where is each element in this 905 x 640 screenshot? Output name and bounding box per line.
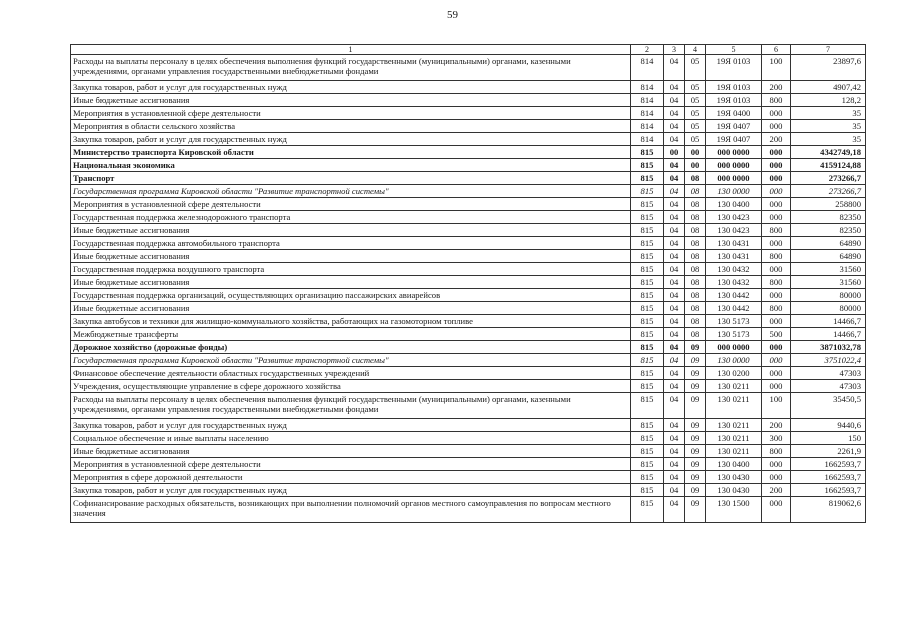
expense-type-cell: 000 — [762, 237, 791, 250]
expense-type-cell: 000 — [762, 159, 791, 172]
table-row — [71, 185, 866, 198]
expense-type-cell: 000 — [762, 146, 791, 159]
section-code-cell: 04 — [664, 81, 685, 94]
expense-type-cell: 800 — [762, 276, 791, 289]
department-code-cell: 815 — [631, 445, 664, 458]
department-code-cell: 815 — [631, 289, 664, 302]
department-code-cell: 815 — [631, 237, 664, 250]
expense-type-cell: 000 — [762, 471, 791, 484]
row-name-cell: Государственная поддержка железнодорожного транспорта — [71, 211, 631, 224]
row-name-cell: Национальная экономика — [71, 159, 631, 172]
department-code-cell: 815 — [631, 341, 664, 354]
department-code-cell: 815 — [631, 393, 664, 419]
amount-cell: 2261,9 — [791, 445, 866, 458]
amount-cell: 35 — [791, 120, 866, 133]
amount-cell: 258800 — [791, 198, 866, 211]
row-name-cell: Иные бюджетные ассигнования — [71, 224, 631, 237]
table-row — [71, 107, 866, 120]
header-cell: 5 — [706, 45, 762, 55]
row-name-cell: Министерство транспорта Кировской области — [71, 146, 631, 159]
amount-cell: 47303 — [791, 367, 866, 380]
row-name-cell: Государственная поддержка организаций, осуществляющих организацию пассажирских авиарейсов — [71, 289, 631, 302]
table-row — [71, 419, 866, 432]
expense-type-cell: 800 — [762, 302, 791, 315]
target-article-cell: 130 0211 — [706, 419, 762, 432]
row-name-cell: Иные бюджетные ассигнования — [71, 276, 631, 289]
table-row — [71, 497, 866, 523]
department-code-cell: 814 — [631, 133, 664, 146]
amount-cell: 3751022,4 — [791, 354, 866, 367]
target-article-cell: 130 0430 — [706, 484, 762, 497]
row-name-cell: Иные бюджетные ассигнования — [71, 445, 631, 458]
expense-type-cell: 800 — [762, 445, 791, 458]
subsection-code-cell: 08 — [685, 302, 706, 315]
expense-type-cell: 000 — [762, 172, 791, 185]
expense-type-cell: 300 — [762, 432, 791, 445]
subsection-code-cell: 05 — [685, 81, 706, 94]
subsection-code-cell: 00 — [685, 146, 706, 159]
target-article-cell: 130 0400 — [706, 458, 762, 471]
row-name-cell: Софинансирование расходных обязательств, возникающих при выполнении полномочий органов местного самоуправления по вопросам местного значения — [71, 497, 631, 523]
subsection-code-cell: 09 — [685, 445, 706, 458]
section-code-cell: 04 — [664, 289, 685, 302]
section-code-cell: 04 — [664, 393, 685, 419]
amount-cell: 4159124,88 — [791, 159, 866, 172]
target-article-cell: 130 0000 — [706, 354, 762, 367]
department-code-cell: 815 — [631, 380, 664, 393]
target-article-cell: 130 0442 — [706, 289, 762, 302]
row-name-cell: Дорожное хозяйство (дорожные фонды) — [71, 341, 631, 354]
table-row — [71, 471, 866, 484]
amount-cell: 23897,6 — [791, 55, 866, 81]
table-row — [71, 94, 866, 107]
department-code-cell: 815 — [631, 146, 664, 159]
section-code-cell: 04 — [664, 302, 685, 315]
header-cell: 3 — [664, 45, 685, 55]
row-name-cell: Государственная программа Кировской области "Развитие транспортной системы" — [71, 354, 631, 367]
subsection-code-cell: 05 — [685, 55, 706, 81]
row-name-cell: Закупка товаров, работ и услуг для государственных нужд — [71, 484, 631, 497]
amount-cell: 80000 — [791, 289, 866, 302]
subsection-code-cell: 09 — [685, 471, 706, 484]
expense-type-cell: 000 — [762, 354, 791, 367]
section-code-cell: 04 — [664, 211, 685, 224]
department-code-cell: 815 — [631, 211, 664, 224]
amount-cell: 4342749,18 — [791, 146, 866, 159]
expense-type-cell: 200 — [762, 419, 791, 432]
amount-cell: 80000 — [791, 302, 866, 315]
subsection-code-cell: 08 — [685, 211, 706, 224]
section-code-cell: 04 — [664, 458, 685, 471]
expense-type-cell: 000 — [762, 315, 791, 328]
section-code-cell: 04 — [664, 315, 685, 328]
subsection-code-cell: 08 — [685, 315, 706, 328]
department-code-cell: 814 — [631, 120, 664, 133]
table-row — [71, 328, 866, 341]
target-article-cell: 19Я 0103 — [706, 55, 762, 81]
department-code-cell: 815 — [631, 159, 664, 172]
section-code-cell: 04 — [664, 328, 685, 341]
subsection-code-cell: 08 — [685, 276, 706, 289]
row-name-cell: Иные бюджетные ассигнования — [71, 302, 631, 315]
expense-type-cell: 000 — [762, 341, 791, 354]
target-article-cell: 130 0431 — [706, 237, 762, 250]
subsection-code-cell: 08 — [685, 250, 706, 263]
table-row — [71, 172, 866, 185]
section-code-cell: 04 — [664, 237, 685, 250]
subsection-code-cell: 00 — [685, 159, 706, 172]
row-name-cell: Мероприятия в сфере дорожной деятельности — [71, 471, 631, 484]
table-row — [71, 81, 866, 94]
table-header-row — [71, 45, 866, 55]
table-row — [71, 263, 866, 276]
row-name-cell: Расходы на выплаты персоналу в целях обеспечения выполнения функций государственными (муниципальными) органами, казенными учреждениями, органами управления государственными внебюджетными фондами — [71, 55, 631, 81]
target-article-cell: 130 5173 — [706, 315, 762, 328]
target-article-cell: 130 0431 — [706, 250, 762, 263]
target-article-cell: 000 0000 — [706, 159, 762, 172]
expense-type-cell: 800 — [762, 94, 791, 107]
row-name-cell: Расходы на выплаты персоналу в целях обеспечения выполнения функций государственными (муниципальными) органами, казенными учреждениями, органами управления государственными внебюджетными фондами — [71, 393, 631, 419]
amount-cell: 35450,5 — [791, 393, 866, 419]
target-article-cell: 130 0432 — [706, 263, 762, 276]
section-code-cell: 04 — [664, 263, 685, 276]
expense-type-cell: 000 — [762, 497, 791, 523]
amount-cell: 150 — [791, 432, 866, 445]
table-row — [71, 315, 866, 328]
table-row — [71, 445, 866, 458]
target-article-cell: 19Я 0407 — [706, 120, 762, 133]
row-name-cell: Закупка товаров, работ и услуг для государственных нужд — [71, 133, 631, 146]
expense-type-cell: 000 — [762, 107, 791, 120]
section-code-cell: 04 — [664, 159, 685, 172]
expense-type-cell: 500 — [762, 328, 791, 341]
subsection-code-cell: 09 — [685, 458, 706, 471]
subsection-code-cell: 08 — [685, 328, 706, 341]
row-name-cell: Закупка автобусов и техники для жилищно-коммунального хозяйства, работающих на газомоторном топливе — [71, 315, 631, 328]
table-row — [71, 198, 866, 211]
table-row — [71, 159, 866, 172]
department-code-cell: 815 — [631, 458, 664, 471]
department-code-cell: 815 — [631, 276, 664, 289]
subsection-code-cell: 09 — [685, 393, 706, 419]
expense-type-cell: 800 — [762, 224, 791, 237]
amount-cell: 1662593,7 — [791, 484, 866, 497]
section-code-cell: 04 — [664, 133, 685, 146]
expense-type-cell: 100 — [762, 393, 791, 419]
header-cell: 7 — [791, 45, 866, 55]
target-article-cell: 130 0442 — [706, 302, 762, 315]
target-article-cell: 130 0211 — [706, 393, 762, 419]
section-code-cell: 04 — [664, 380, 685, 393]
department-code-cell: 814 — [631, 107, 664, 120]
section-code-cell: 04 — [664, 276, 685, 289]
department-code-cell: 815 — [631, 471, 664, 484]
row-name-cell: Закупка товаров, работ и услуг для государственных нужд — [71, 419, 631, 432]
section-code-cell: 04 — [664, 367, 685, 380]
row-name-cell: Межбюджетные трансферты — [71, 328, 631, 341]
amount-cell: 4907,42 — [791, 81, 866, 94]
amount-cell: 14466,7 — [791, 315, 866, 328]
section-code-cell: 04 — [664, 419, 685, 432]
table-row — [71, 380, 866, 393]
row-name-cell: Мероприятия в установленной сфере деятельности — [71, 107, 631, 120]
target-article-cell: 130 0430 — [706, 471, 762, 484]
target-article-cell: 130 0200 — [706, 367, 762, 380]
subsection-code-cell: 09 — [685, 432, 706, 445]
section-code-cell: 00 — [664, 146, 685, 159]
table-row — [71, 133, 866, 146]
section-code-cell: 04 — [664, 185, 685, 198]
header-cell: 1 — [71, 45, 631, 55]
expense-type-cell: 100 — [762, 55, 791, 81]
target-article-cell: 130 1500 — [706, 497, 762, 523]
row-name-cell: Учреждения, осуществляющие управление в сфере дорожного хозяйства — [71, 380, 631, 393]
subsection-code-cell: 08 — [685, 237, 706, 250]
department-code-cell: 815 — [631, 432, 664, 445]
amount-cell: 35 — [791, 133, 866, 146]
amount-cell: 31560 — [791, 276, 866, 289]
subsection-code-cell: 09 — [685, 354, 706, 367]
expense-type-cell: 200 — [762, 484, 791, 497]
department-code-cell: 815 — [631, 354, 664, 367]
table-row — [71, 458, 866, 471]
subsection-code-cell: 08 — [685, 263, 706, 276]
department-code-cell: 815 — [631, 367, 664, 380]
expense-type-cell: 000 — [762, 263, 791, 276]
row-name-cell: Государственная поддержка воздушного транспорта — [71, 263, 631, 276]
header-cell: 2 — [631, 45, 664, 55]
header-cell: 6 — [762, 45, 791, 55]
amount-cell: 128,2 — [791, 94, 866, 107]
section-code-cell: 04 — [664, 250, 685, 263]
department-code-cell: 815 — [631, 198, 664, 211]
row-name-cell: Иные бюджетные ассигнования — [71, 94, 631, 107]
table-body — [71, 55, 866, 523]
expense-type-cell: 000 — [762, 211, 791, 224]
section-code-cell: 04 — [664, 471, 685, 484]
subsection-code-cell: 09 — [685, 497, 706, 523]
department-code-cell: 815 — [631, 315, 664, 328]
row-name-cell: Иные бюджетные ассигнования — [71, 250, 631, 263]
amount-cell: 273266,7 — [791, 185, 866, 198]
section-code-cell: 04 — [664, 198, 685, 211]
amount-cell: 31560 — [791, 263, 866, 276]
section-code-cell: 04 — [664, 354, 685, 367]
table-row — [71, 354, 866, 367]
table-row — [71, 367, 866, 380]
section-code-cell: 04 — [664, 432, 685, 445]
amount-cell: 82350 — [791, 224, 866, 237]
subsection-code-cell: 05 — [685, 94, 706, 107]
target-article-cell: 130 0423 — [706, 211, 762, 224]
expense-type-cell: 200 — [762, 81, 791, 94]
row-name-cell: Финансовое обеспечение деятельности областных государственных учреждений — [71, 367, 631, 380]
department-code-cell: 815 — [631, 484, 664, 497]
subsection-code-cell: 09 — [685, 484, 706, 497]
target-article-cell: 130 0423 — [706, 224, 762, 237]
expense-type-cell: 200 — [762, 133, 791, 146]
amount-cell: 47303 — [791, 380, 866, 393]
table-row — [71, 276, 866, 289]
target-article-cell: 130 0211 — [706, 445, 762, 458]
table-row — [71, 237, 866, 250]
target-article-cell: 000 0000 — [706, 146, 762, 159]
table-row — [71, 393, 866, 419]
subsection-code-cell: 09 — [685, 419, 706, 432]
row-name-cell: Транспорт — [71, 172, 631, 185]
expense-type-cell: 000 — [762, 289, 791, 302]
target-article-cell: 19Я 0400 — [706, 107, 762, 120]
subsection-code-cell: 09 — [685, 367, 706, 380]
section-code-cell: 04 — [664, 224, 685, 237]
amount-cell: 14466,7 — [791, 328, 866, 341]
expense-type-cell: 000 — [762, 185, 791, 198]
target-article-cell: 130 0211 — [706, 432, 762, 445]
subsection-code-cell: 08 — [685, 198, 706, 211]
table-row — [71, 55, 866, 81]
table-row — [71, 120, 866, 133]
section-code-cell: 04 — [664, 94, 685, 107]
target-article-cell: 130 0211 — [706, 380, 762, 393]
subsection-code-cell: 09 — [685, 380, 706, 393]
department-code-cell: 815 — [631, 497, 664, 523]
amount-cell: 273266,7 — [791, 172, 866, 185]
target-article-cell: 130 0432 — [706, 276, 762, 289]
table-row — [71, 484, 866, 497]
department-code-cell: 814 — [631, 81, 664, 94]
subsection-code-cell: 05 — [685, 133, 706, 146]
section-code-cell: 04 — [664, 445, 685, 458]
department-code-cell: 815 — [631, 302, 664, 315]
target-article-cell: 000 0000 — [706, 172, 762, 185]
department-code-cell: 815 — [631, 250, 664, 263]
table-row — [71, 211, 866, 224]
expense-type-cell: 000 — [762, 367, 791, 380]
department-code-cell: 814 — [631, 94, 664, 107]
row-name-cell: Закупка товаров, работ и услуг для государственных нужд — [71, 81, 631, 94]
expense-type-cell: 000 — [762, 458, 791, 471]
subsection-code-cell: 08 — [685, 289, 706, 302]
subsection-code-cell: 08 — [685, 172, 706, 185]
target-article-cell: 19Я 0407 — [706, 133, 762, 146]
section-code-cell: 04 — [664, 107, 685, 120]
subsection-code-cell: 09 — [685, 341, 706, 354]
table-row — [71, 289, 866, 302]
row-name-cell: Социальное обеспечение и иные выплаты населению — [71, 432, 631, 445]
department-code-cell: 815 — [631, 224, 664, 237]
expense-type-cell: 000 — [762, 380, 791, 393]
subsection-code-cell: 08 — [685, 224, 706, 237]
target-article-cell: 130 0000 — [706, 185, 762, 198]
section-code-cell: 04 — [664, 55, 685, 81]
row-name-cell: Мероприятия в установленной сфере деятельности — [71, 198, 631, 211]
section-code-cell: 04 — [664, 497, 685, 523]
amount-cell: 64890 — [791, 237, 866, 250]
header-cell: 4 — [685, 45, 706, 55]
row-name-cell: Мероприятия в установленной сфере деятельности — [71, 458, 631, 471]
expense-type-cell: 000 — [762, 120, 791, 133]
row-name-cell: Мероприятия в области сельского хозяйства — [71, 120, 631, 133]
table-row — [71, 250, 866, 263]
amount-cell: 82350 — [791, 211, 866, 224]
budget-table — [70, 44, 866, 523]
department-code-cell: 815 — [631, 185, 664, 198]
subsection-code-cell: 05 — [685, 120, 706, 133]
section-code-cell: 04 — [664, 120, 685, 133]
target-article-cell: 130 0400 — [706, 198, 762, 211]
section-code-cell: 04 — [664, 484, 685, 497]
target-article-cell: 19Я 0103 — [706, 94, 762, 107]
department-code-cell: 815 — [631, 328, 664, 341]
table-row — [71, 341, 866, 354]
subsection-code-cell: 08 — [685, 185, 706, 198]
page-number: 59 — [447, 9, 458, 21]
row-name-cell: Государственная поддержка автомобильного транспорта — [71, 237, 631, 250]
subsection-code-cell: 05 — [685, 107, 706, 120]
amount-cell: 64890 — [791, 250, 866, 263]
department-code-cell: 815 — [631, 263, 664, 276]
department-code-cell: 814 — [631, 55, 664, 81]
target-article-cell: 000 0000 — [706, 341, 762, 354]
amount-cell: 819062,6 — [791, 497, 866, 523]
section-code-cell: 04 — [664, 172, 685, 185]
amount-cell: 1662593,7 — [791, 458, 866, 471]
department-code-cell: 815 — [631, 172, 664, 185]
table-row — [71, 302, 866, 315]
amount-cell: 1662593,7 — [791, 471, 866, 484]
table-row — [71, 224, 866, 237]
expense-type-cell: 800 — [762, 250, 791, 263]
row-name-cell: Государственная программа Кировской области "Развитие транспортной системы" — [71, 185, 631, 198]
target-article-cell: 130 5173 — [706, 328, 762, 341]
amount-cell: 3871032,78 — [791, 341, 866, 354]
department-code-cell: 815 — [631, 419, 664, 432]
expense-type-cell: 000 — [762, 198, 791, 211]
table-row — [71, 146, 866, 159]
section-code-cell: 04 — [664, 341, 685, 354]
amount-cell: 9440,6 — [791, 419, 866, 432]
target-article-cell: 19Я 0103 — [706, 81, 762, 94]
amount-cell: 35 — [791, 107, 866, 120]
table-row — [71, 432, 866, 445]
